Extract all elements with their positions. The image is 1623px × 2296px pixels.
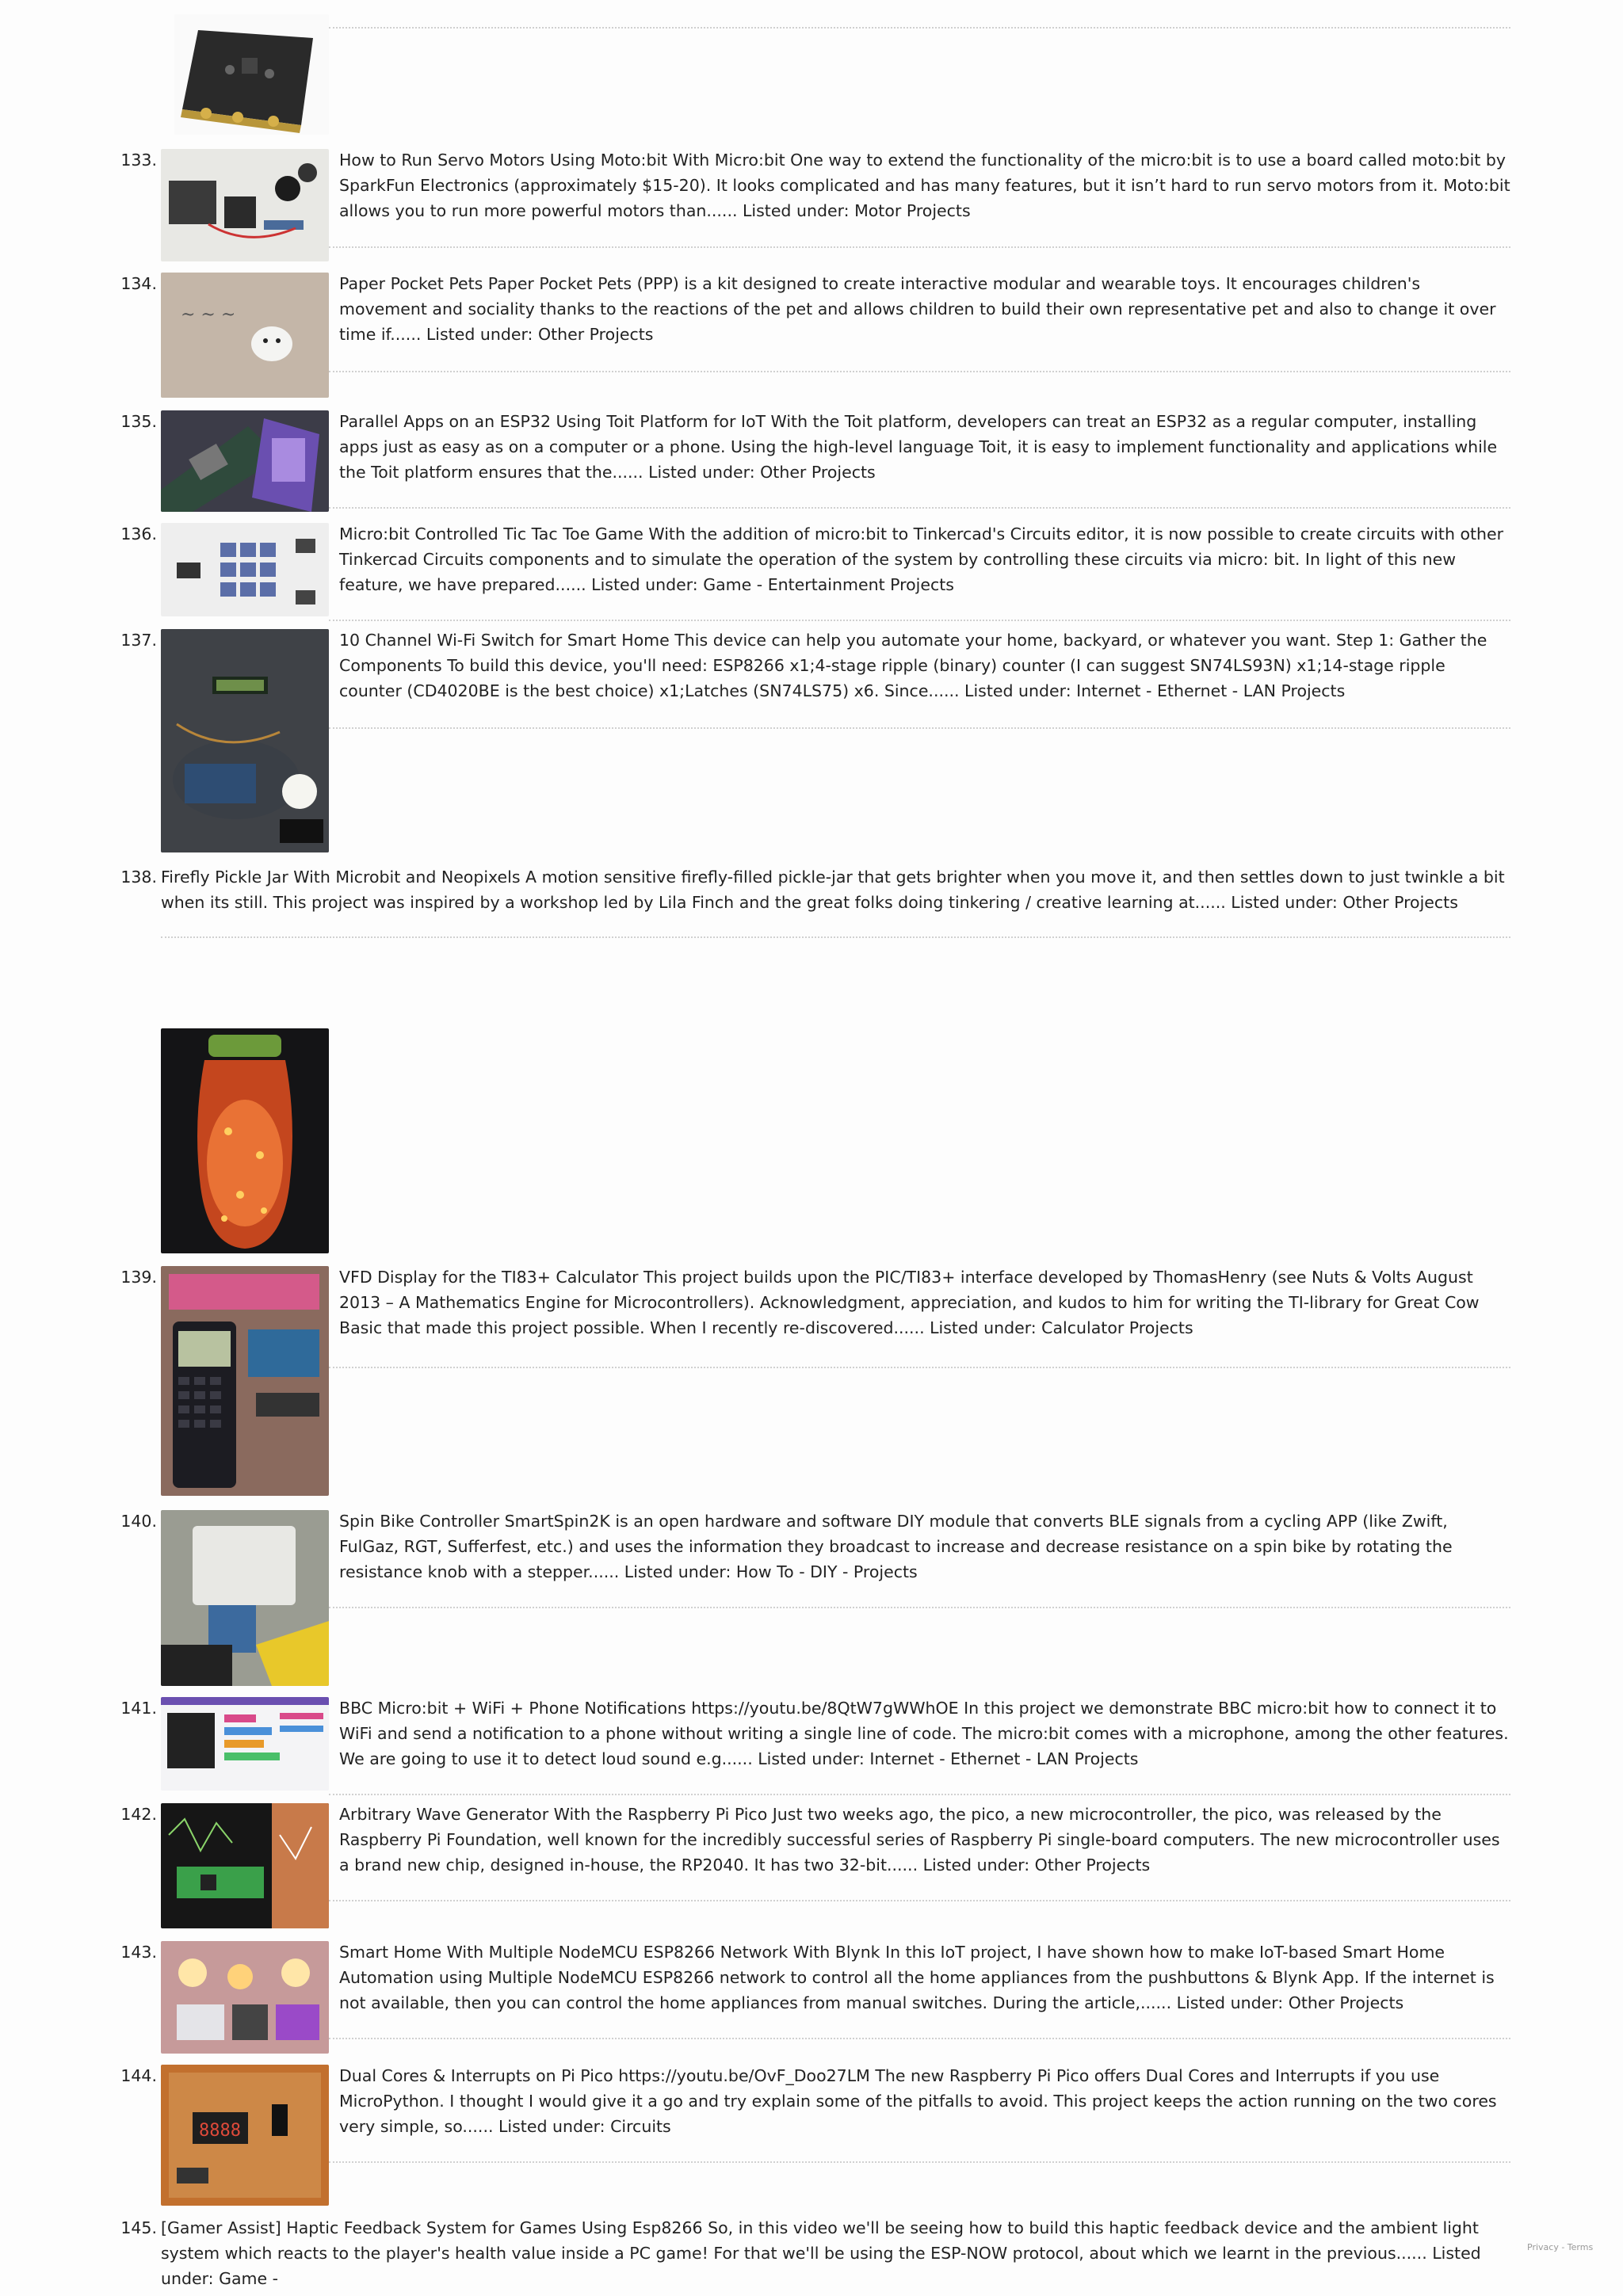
svg-text:8888: 8888 — [199, 2121, 241, 2141]
project-thumbnail[interactable] — [161, 2065, 329, 2206]
project-thumbnail[interactable] — [161, 1510, 329, 1686]
item-number: 135. — [120, 412, 157, 431]
item-number: 133. — [120, 151, 157, 170]
item-number: 145. — [120, 2218, 157, 2237]
item-separator — [329, 1367, 1510, 1368]
project-description[interactable]: Arbitrary Wave Generator With the Raspberry Pi Pico Just two weeks ago, the pico, a new microcontroller, the pico, was released by the Raspberry Pi Foundation, well known for the incredibly successful series of Raspberry Pi single-board computers. The new microcontroller uses a brand new chip, designed in-house, the RP2040. It has two 32-bit...... Listed under: Other Projects — [339, 1805, 1500, 1875]
project-thumbnail[interactable] — [161, 1028, 329, 1253]
project-thumbnail[interactable] — [161, 1266, 329, 1496]
project-thumbnail[interactable] — [161, 149, 329, 261]
recaptcha-footer-links[interactable]: Privacy - Terms — [1527, 2242, 1594, 2252]
project-description[interactable]: Firefly Pickle Jar With Microbit and Neopixels A motion sensitive firefly-filled pickle-jar that gets brighter when you move it, and then settles down to just twinkle a bit when its still. This project was inspired by a workshop led by Lila Finch and the great folks doing tinkering / creative learning at...... Listed under: Other Projects — [161, 868, 1505, 912]
project-description[interactable]: Smart Home With Multiple NodeMCU ESP8266 Network With Blynk In this IoT project, I have shown how to make IoT-based Smart Home Automation using Multiple NodeMCU ESP8266 network to control all the home appliances from the pushbuttons & Blynk App. If the internet is not available, then you can control the home appliances from manual switches. During the article,...... Listed under: Other Projects — [339, 1943, 1495, 2012]
project-description[interactable]: [Gamer Assist] Haptic Feedback System for Games Using Esp8266 So, in this video we'll be seeing how to build this haptic feedback device and the ambient light system which reacts to the player's health value inside a PC game! For that we'll be using the ESP-NOW protocol, about which we learnt in the previous...... Listed under: Game - — [161, 2218, 1481, 2288]
item-number: 140. — [120, 1512, 157, 1531]
item-separator — [329, 1794, 1510, 1795]
project-description[interactable]: Dual Cores & Interrupts on Pi Pico https://youtu.be/OvF_Doo27LM The new Raspberry Pi Pico offers Dual Cores and Interrupts if you use MicroPython. I thought I would give it a go and try explain some of the pitfalls to avoid. This project keeps the action running on the two cores very simple, so...... Listed under: Circuits — [339, 2066, 1497, 2136]
item-number: 137. — [120, 631, 157, 650]
item-separator — [329, 27, 1510, 29]
project-description[interactable]: BBC Micro:bit + WiFi + Phone Notifications https://youtu.be/8QtW7gWWhOE In this project we demonstrate BBC micro:bit how to connect it to WiFi and send a notification to a phone without writing a single line of code. The micro:bit comes with a microphone, among the other features. We are going to use it to detect loud sound e.g...... Listed under: Internet - Ethernet - LAN Projects — [339, 1699, 1509, 1768]
svg-text:~ ~ ~: ~ ~ ~ — [181, 305, 236, 325]
project-description[interactable]: Parallel Apps on an ESP32 Using Toit Platform for IoT With the Toit platform, developers can treat an ESP32 as a regular computer, installing apps just as easy as on a computer or a phone. Using the high-level language Toit, it is easy to implement functionality and applications while the Toit platform ensures that the...... Listed under: Other Projects — [339, 412, 1498, 482]
project-description[interactable]: Micro:bit Controlled Tic Tac Toe Game With the addition of micro:bit to Tinkercad's Circuits editor, it is now possible to create circuits with other Tinkercad Circuits components and to simulate the operation of the system by controlling these circuits via micro: bit. In light of this new feature, we have prepared...... Listed under: Game - Entertainment Projects — [339, 524, 1504, 594]
item-separator — [161, 936, 1510, 938]
item-number: 139. — [120, 1268, 157, 1287]
project-description[interactable]: VFD Display for the TI83+ Calculator This project builds upon the PIC/TI83+ interface developed by ThomasHenry (see Nuts & Volts August 2013 – A Mathematics Engine for Microcontrollers). Acknowledgment, appreciation, and kudos to him for writing the TI-library for Great Cow Basic that made this project possible. When I recently re-discovered...... Listed under: Calculator Projects — [339, 1268, 1480, 1337]
item-separator — [329, 2161, 1510, 2163]
item-separator — [329, 246, 1510, 248]
project-thumbnail[interactable] — [161, 523, 329, 616]
project-description[interactable]: Paper Pocket Pets Paper Pocket Pets (PPP) is a kit designed to create interactive modular and wearable toys. It encourages children's movement and sociality thanks to the reactions of the pet and allows children to build their own representative pet and also to change it over time if...... Listed under: Other Projects — [339, 274, 1496, 344]
item-separator — [329, 371, 1510, 372]
item-number: 136. — [120, 524, 157, 543]
item-number: 134. — [120, 274, 157, 293]
item-separator — [329, 620, 1510, 621]
item-separator — [329, 1607, 1510, 1608]
project-thumbnail[interactable] — [161, 1697, 329, 1791]
project-thumbnail[interactable] — [161, 629, 329, 852]
item-separator — [329, 1900, 1510, 1901]
project-description[interactable]: How to Run Servo Motors Using Moto:bit With Micro:bit One way to extend the functionality of the micro:bit is to use a board called moto:bit by SparkFun Electronics (approximately $15-20). It looks complicated and has many features, but it isn’t hard to run servo motors from it. Moto:bit allows you to run more powerful motors than...... Listed under: Motor Projects — [339, 151, 1510, 220]
project-thumbnail[interactable] — [161, 410, 329, 512]
project-thumbnail[interactable] — [161, 1941, 329, 2054]
item-number: 142. — [120, 1805, 157, 1824]
item-number: 138. — [120, 868, 157, 887]
project-description[interactable]: Spin Bike Controller SmartSpin2K is an open hardware and software DIY module that converts BLE signals from a cycling APP (like Zwift, FulGaz, RGT, Sufferfest, etc.) and uses the information they broadcast to increase and decrease resistance on a spin bike by rotating the resistance knob with a stepper...... Listed under: How To - DIY - Projects — [339, 1512, 1453, 1581]
project-description[interactable]: 10 Channel Wi-Fi Switch for Smart Home This device can help you automate your home, backyard, or whatever you want. Step 1: Gather the Components To build this device, you'll need: ESP8266 x1;4-stage ripple (binary) counter (I can suggest SN74LS93N) x1;14-stage ripple counter (CD4020BE is the best choice) x1;Latches (SN74LS75) x6. Since...... Listed under: Internet - Ethernet - LAN Projects — [339, 631, 1487, 700]
item-number: 143. — [120, 1943, 157, 1962]
item-separator — [329, 507, 1510, 509]
item-number: 144. — [120, 2066, 157, 2085]
item-separator — [329, 2038, 1510, 2039]
project-thumbnail[interactable] — [161, 273, 329, 398]
item-separator — [329, 727, 1510, 729]
item-number: 141. — [120, 1699, 157, 1718]
project-thumbnail[interactable] — [174, 14, 329, 135]
project-thumbnail[interactable] — [161, 1803, 329, 1928]
